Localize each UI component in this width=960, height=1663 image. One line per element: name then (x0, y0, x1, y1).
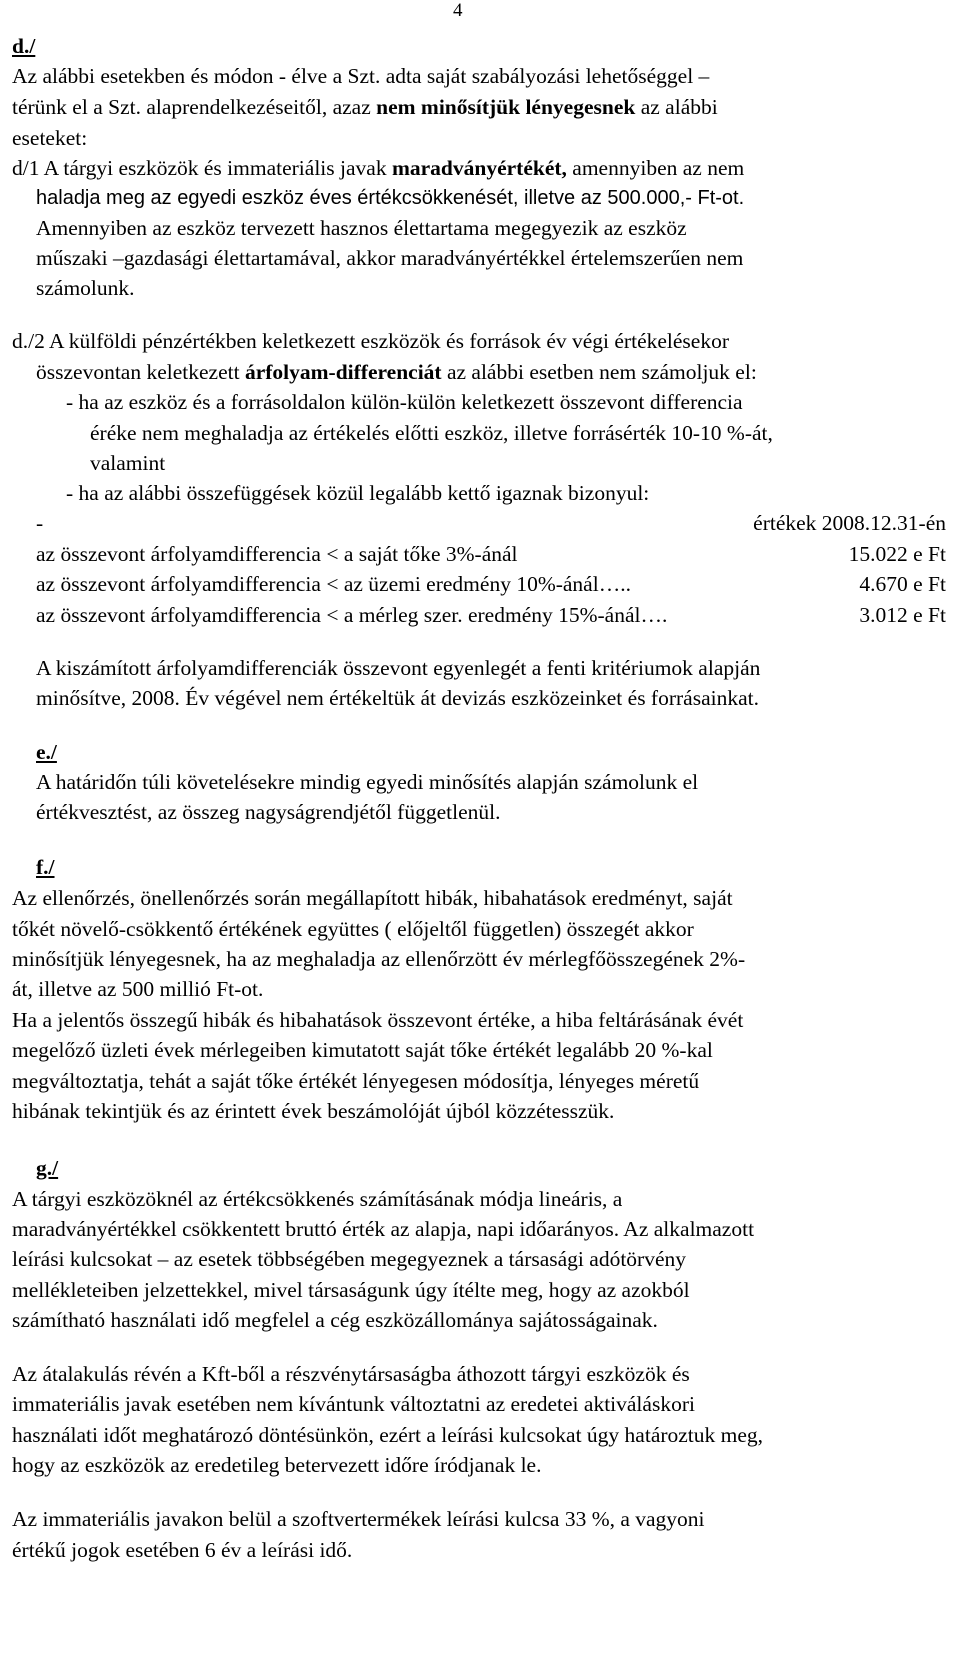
d2-line-3: - ha az eszköz és a forrásoldalon külön-külön keletkezett összevont differencia (66, 390, 743, 414)
e-line-2: értékvesztést, az összeg nagyságrendjétől függetlenül. (36, 800, 501, 824)
criteria-row (36, 603, 946, 627)
f-line-3: minősítjük lényegesnek, ha az meghaladja az ellenőrzött év mérlegfőösszegének 2%- (12, 947, 746, 971)
d1-line-3: Amennyiben az eszköz tervezett hasznos élettartama megegyezik az eszköz (36, 216, 687, 240)
d2-line-4: éréke nem meghaladja az értékelés előtti eszköz, illetve forrásérték 10-10 %-át, (90, 421, 773, 445)
d-intro-line-1: Az alábbi esetekben és módon - élve a Szt. adta saját szabályozási lehetőséggel – (12, 64, 710, 88)
criteria-value: 4.670 e Ft (859, 572, 946, 596)
d-intro-line-2: térünk el a Szt. alaprendelkezéseitől, azaz nem minősítjük lényegesnek az alábbi (12, 95, 718, 119)
d2-line-2: összevontan keletkezett árfolyam-differenciát az alábbi esetben nem számoljuk el: (36, 360, 757, 384)
g-para3-line-2: értékű jogok esetében 6 év a leírási idő. (12, 1538, 353, 1562)
criteria-label: az összevont árfolyamdifferencia < az üzemi eredmény 10%-ánál….. (36, 572, 631, 596)
d1-line-2: haladja meg az egyedi eszköz éves értékcsökkenését, illetve az 500.000,- Ft-ot. (36, 187, 745, 209)
g-para2-line-2: immateriális javak esetében nem kívántunk változtatni az eredetei aktiváláskori (12, 1392, 695, 1416)
criteria-label: az összevont árfolyamdifferencia < a mérleg szer. eredmény 15%-ánál…. (36, 603, 668, 627)
criteria-value: 15.022 e Ft (848, 542, 946, 566)
g-para2-line-4: hogy az eszközök az eredetileg betervezett időre íródjanak le. (12, 1453, 542, 1477)
d1-line-1: d/1 A tárgyi eszközök és immateriális javak maradványértékét, amennyiben az nem (12, 156, 745, 180)
f-line-1: Az ellenőrzés, önellenőrzés során megállapított hibák, hibahatások eredményt, saját (12, 886, 733, 910)
g-line-3: leírási kulcsokat – az esetek többségében megegyeznek a társasági adótörvény (12, 1247, 686, 1271)
d-intro-line-3: eseteket: (12, 126, 88, 150)
d2-line-6: - ha az alábbi összefüggések közül legalább kettő igaznak bizonyul: (66, 481, 650, 505)
d2-line-1: d./2 A külföldi pénzértékben keletkezett eszközök és források év végi értékelésekor (12, 329, 729, 353)
f-line-5: Ha a jelentős összegű hibák és hibahatások összevont értéke, a hiba feltárásának évét (12, 1008, 744, 1032)
d1-line-5: számolunk. (36, 276, 135, 300)
d2-line-5: valamint (90, 451, 166, 475)
g-line-1: A tárgyi eszközöknél az értékcsökkenés számításának módja lineáris, a (12, 1187, 623, 1211)
d1-line-4: műszaki –gazdasági élettartamával, akkor maradványértékkel értelemszerűen nem (36, 246, 744, 270)
g-para3-line-1: Az immateriális javakon belül a szoftvertermékek leírási kulcsa 33 %, a vagyoni (12, 1507, 705, 1531)
criteria-row (36, 542, 946, 566)
section-heading-g: g./ (36, 1156, 59, 1180)
section-heading-d: d./ (12, 34, 36, 58)
f-line-2: tőkét növelő-csökkentő értékének együttes ( előjeltől független) összegét akkor (12, 917, 694, 941)
g-line-5: számítható használati idő megfelel a cég eszközállománya sajátosságainak. (12, 1308, 658, 1332)
f-line-7: megváltoztatja, tehát a saját tőke értékét lényegesen módosítja, lényeges méretű (12, 1069, 700, 1093)
summary-line-1: A kiszámított árfolyamdifferenciák összevont egyenlegét a fenti kritériumok alapján (36, 656, 761, 680)
e-line-1: A határidőn túli követelésekre mindig egyedi minősítés alapján számolunk el (36, 770, 699, 794)
section-heading-e: e./ (36, 740, 57, 764)
criteria-row (36, 572, 946, 596)
criteria-value: 3.012 e Ft (859, 603, 946, 627)
f-line-4: át, illetve az 500 millió Ft-ot. (12, 977, 264, 1001)
criteria-label: az összevont árfolyamdifferencia < a saját tőke 3%-ánál (36, 542, 518, 566)
criteria-header: értékek 2008.12.31-én (753, 511, 946, 535)
g-line-4: mellékleteiben jelzettekkel, mivel társaságunk úgy ítélte meg, hogy az azokból (12, 1278, 690, 1302)
g-para2-line-3: használati időt meghatározó döntésünkön, ezért a leírási kulcsokat úgy határoztuk meg, (12, 1423, 764, 1447)
criteria-header-row (36, 511, 946, 535)
g-para2-line-1: Az átalakulás révén a Kft-ből a részvénytársaságba áthozott tárgyi eszközök és (12, 1362, 690, 1386)
page-number: 4 (453, 0, 463, 21)
g-line-2: maradványértékkel csökkentett bruttó érték az alapja, napi időarányos. Az alkalmazott (12, 1217, 755, 1241)
section-heading-f: f./ (36, 855, 55, 879)
summary-line-2: minősítve, 2008. Év végével nem értékeltük át devizás eszközeinket és forrásainkat. (36, 686, 759, 710)
criteria-dash: - (36, 511, 44, 535)
f-line-8: hibának tekintjük és az érintett évek beszámolóját újból közzétesszük. (12, 1099, 615, 1123)
f-line-6: megelőző üzleti évek mérlegeiben kimutatott saját tőke értékét legalább 20 %-kal (12, 1038, 713, 1062)
